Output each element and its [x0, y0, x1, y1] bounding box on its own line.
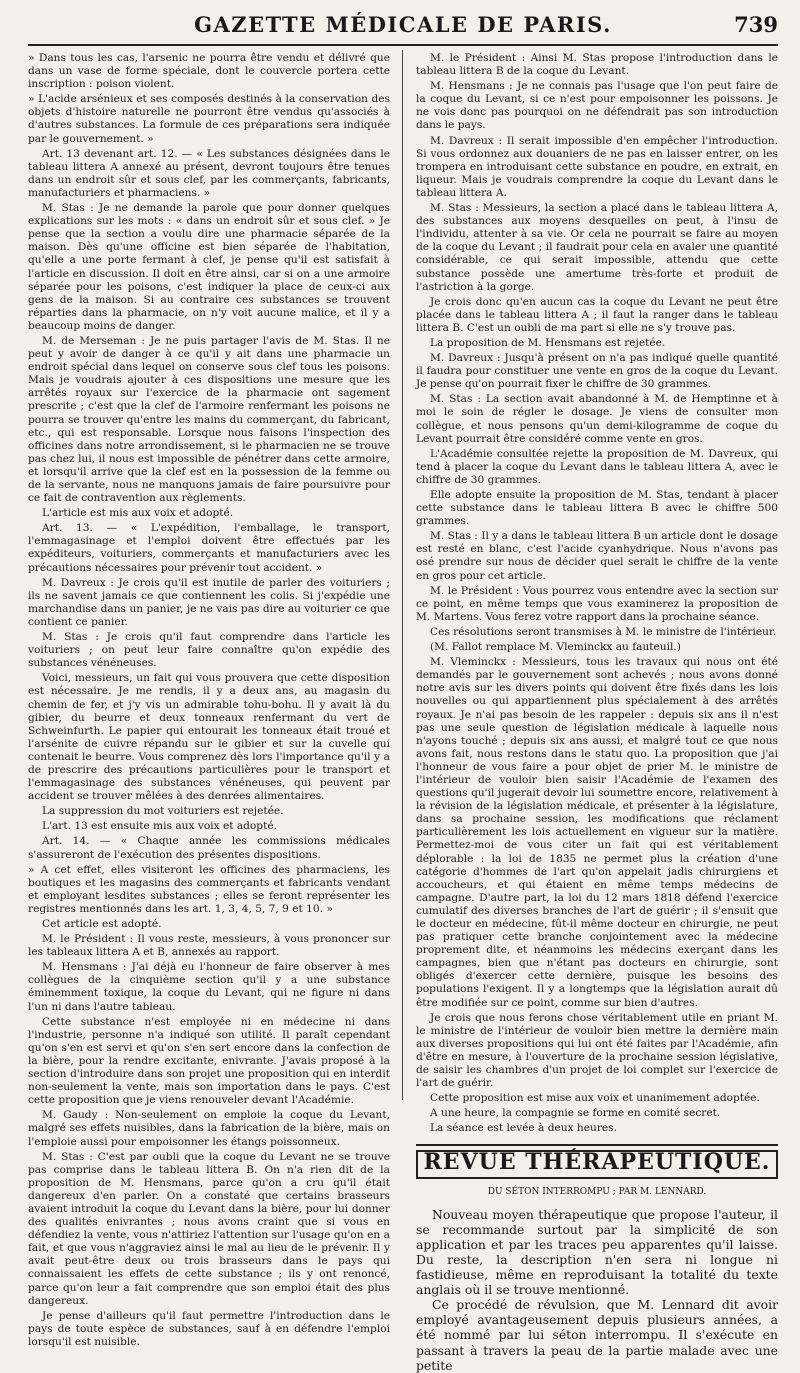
left-column: [28, 52, 390, 1351]
paragraph: M. Hensmans : J'ai déjà eu l'honneur de faire observer à mes collègues de la cinquième section qu'il y a une substance éminemment toxique, la coque du Levant, qui ne figure ni dans l'un ni dans l'autre tableau.: [28, 961, 390, 1013]
paragraph: M. le Président : Il vous reste, messieurs, à vous prononcer sur les tableaux littera A et B, annexés au rapport.: [28, 933, 390, 959]
paragraph: L'article est mis aux voix et adopté.: [42, 507, 234, 520]
article-author: LENNARD.: [654, 1186, 707, 1197]
paragraph: Je pense d'ailleurs qu'il faut permettre l'introduction dans le pays de toute espèce de substances, sauf à en défendre l'emploi lorsqu'il est nuisible.: [28, 1309, 390, 1348]
paragraph: M. le Président : Vous pourrez vous entendre avec la section sur ce point, en même temps que vous examinerez la proposition de M. Martens. Vous ferez votre rapport dans la prochaine séance.: [416, 584, 778, 623]
paragraph: M. Davreux : Je crois qu'il est inutile de parler des voituriers ; ils ne savent jamais ce que contiennent les colis. Si j'expédie une marchandise dans un panier, je ne vais pas dire au voiturier ce que contient ce panier.: [28, 576, 390, 628]
article-body: [416, 1207, 778, 1373]
paragraph: Cette proposition est mise aux voix et unanimement adoptée.: [430, 1092, 760, 1105]
paragraph: La proposition de M. Hensmans est rejetée.: [430, 336, 666, 349]
paragraph: M. Stas : C'est par oubli que la coque du Levant ne se trouve pas comprise dans le tableau littera B. On n'a rien dit de la proposition de M. Hensmans, parce qu'on a cru qu'il était dangereux d'en parler. On a constaté que certains brasseurs avaient introduit la coque du Levant dans la bière, pour lui donner des qualités enivrantes ; nous avons craint que si vous en défendiez la vente, vous n'attiriez l'attention sur l'usage qu'on en a fait, et que vous n'aggraviez ainsi le mal au lieu de le prévenir. Il y avait peut-être deux ou trois brasseurs dans le pays qui connaissaient les effets de cette substance ; ils y ont renoncé, parce qu'on leur a fait comprendre que son emploi était des plus dangereux.: [28, 1150, 390, 1307]
paragraph: Cette substance n'est employée ni en médecine ni dans l'industrie, personne n'a indiqué son utilité. Il paraît cependant qu'on s'en est servi et qu'on s'en sert encore dans la confection de la bière, pour la rendre excitante, enivrante. J'avais proposé à la section d'introduire dans son projet une proposition qui en interdit non-seulement la vente, mais son importation dans le pays. C'est cette proposition que je viens renouveler devant l'Académie.: [28, 1015, 390, 1107]
paragraph: M. Davreux : Jusqu'à présent on n'a pas indiqué quelle quantité il faudra pour constituer une vente en gros de la coque du Levant. Je pense qu'on pourrait fixer le chiffre de 30 grammes.: [416, 352, 778, 391]
paragraph: (M. Fallot remplace M. Vleminckx au fauteuil.): [430, 641, 681, 654]
article-subheading: [416, 1185, 778, 1199]
paragraph: M. Stas : Il y a dans le tableau littera B un article dont le dosage est resté en blanc, c'est l'acide cyanhydrique. Nous n'avons pas osé prendre sur nous de décider quel serait le chiffre de la vente en gros pour cet article.: [416, 530, 778, 582]
right-column: [416, 52, 778, 1373]
paragraph: La séance est levée à deux heures.: [430, 1122, 617, 1135]
paragraph: » L'acide arsénieux et ses composés destinés à la conservation des objets d'histoire naturelle ne pourront être vendus qu'associés à d'autres substances. La formule de ces préparations sera indiquée par le gouvernement. »: [28, 93, 390, 145]
paragraph: Elle adopte ensuite la proposition de M. Stas, tendant à placer cette substance dans le tableau littera B avec le chiffre 500 grammes.: [416, 489, 778, 528]
paragraph: Je crois que nous ferons chose véritablement utile en priant M. le ministre de l'intérieur de vouloir bien mettre la dernière main aux diverses propositions qui lui ont été faites par l'Académie, afin d'être en mesure, à l'ouverture de la prochaine session législative, de saisir les chambres d'un projet de loi complet sur l'exercice de l'art de guérir.: [416, 1011, 778, 1090]
paragraph: M. Davreux : Il serait impossible d'en empêcher l'introduction. Si vous ordonnez aux douaniers de ne pas en laisser entrer, on les trompera en introduisant cette substance en poudre, en extrait, en liqueur. Mais je voudrais comprendre la coque du Levant dans le tableau littera A.: [416, 134, 778, 199]
paragraph: M. le Président : Ainsi M. Stas propose l'introduction dans le tableau littera B de la coque du Levant.: [416, 52, 778, 78]
column-divider: [402, 50, 403, 1100]
paragraph: M. Stas : Messieurs, la section a placé dans le tableau littera A, des substances aux moyens desquelles on peut, à l'insu de l'individu, attenter à sa vie. Or cela ne pourrait se faire au moyen de la coque du Levant ; il faudrait pour cela en avaler une quantité considérable, ce qui serait impossible, attendu que cette substance possède une amertume très-forte et produit de l'astriction à la gorge.: [416, 202, 778, 293]
paragraph: » Dans tous les cas, l'arsenic ne pourra être vendu et délivré que dans un vase de forme spéciale, dont le couvercle portera cette inscription : poison violent.: [28, 52, 390, 91]
paragraph: Art. 13. — « L'expédition, l'emballage, le transport, l'emmagasinage et l'emploi doivent être effectués par les expéditeurs, voituriers, commerçants et manufacturiers avec les précautions nécessaires pour prévenir tout accident. »: [28, 522, 390, 574]
paragraph: M. de Merseman : Je ne puis partager l'avis de M. Stas. Il ne peut y avoir de danger à ce qu'il y ait dans une pharmacie un endroit spécial dans lequel on conserve sous clef tous les poisons. Mais je voudrais ajouter à ces dispositions une mesure que les arrêtés royaux sur l'exercice de la pharmacie ont sagement prescrite ; c'est que la clef de l'armoire renfermant les poisons ne pourra se trouver qu'entre les mains du commerçant, du fabricant, etc., qui est responsable. Lorsque nous faisons l'inspection des officines dans notre arrondissement, si le pharmacien ne se trouve pas chez lui, il nous est impossible de pénétrer dans cette armoire, et lorsqu'il arrive que la clef est en la possession de la femme ou de la servante, nous ne manquons jamais de faire poursuivre pour ce fait de contravention aux règlements.: [28, 334, 390, 505]
paragraph: M. Hensmans : Je ne connais pas l'usage que l'on peut faire de la coque du Levant, si ce n'est pour empoisonner les poissons. Je ne vois donc pas pourquoi on ne défendrait pas son introduction dans le pays.: [416, 80, 778, 132]
paragraph: M. Stas : La section avait abandonné à M. de Hemptinne et à moi le soin de régler le dosage. Je viens de consulter mon collègue, et nous pensons qu'un demi-kilogramme de coque du Levant pourrait être considéré comme vente en gros.: [416, 393, 778, 445]
section-rule: [416, 1144, 778, 1146]
paragraph: Cet article est adopté.: [42, 918, 162, 930]
page-header: [28, 10, 778, 46]
paragraph: La suppression du mot voituriers est rejetée.: [42, 805, 284, 818]
paragraph: L'Académie consultée rejette la proposition de M. Davreux, qui tend à placer la coque du Levant dans le tableau littera A, avec le chiffre de 30 grammes.: [416, 447, 778, 486]
paragraph: Ce procédé de révulsion, que M. Lennard dit avoir employé avantageusement depuis plusieurs années, a été nommé par lui séton interrompu. Il s'exécute en passant à travers la peau de la partie malade avec une petite: [416, 1297, 778, 1373]
columns: [28, 46, 778, 1373]
section-title: REVUE THÉRAPEUTIQUE.: [423, 1148, 771, 1175]
paragraph: Nouveau moyen thérapeutique que propose l'auteur, il se recommande surtout par la simplicité de son application et par les traces peu apparentes qu'il laisse. Du reste, la description n'en sera ni longue ni fastidieuse, même en reproduisant la totalité du texte anglais où il se trouve mentionné.: [416, 1206, 778, 1298]
article-subheading-text: DU SÉTON INTERROMPU ; PAR M.: [487, 1186, 655, 1197]
paragraph: L'art. 13 est ensuite mis aux voix et adopté.: [42, 820, 277, 833]
paragraph: M. Vleminckx : Messieurs, tous les travaux qui nous ont été demandés par le gouvernement sont achevés ; nous avons donné notre avis sur les divers points qui doivent être fixés dans les lois nouvelles ou qui appartiennent plus spécialement à des arrêtés royaux. Je n'ai pas besoin de les rappeler : depuis six ans il n'est pas une seule question de législation médicale à laquelle nous n'ayons touché ; depuis six ans aussi, et malgré tout ce que nous avons fait, nous restons dans le statu quo. La proposition que j'ai l'honneur de vous faire a pour objet de prier M. le ministre de l'intérieur de vouloir bien saisir l'Académie de l'examen des questions qu'il jugerait devoir lui soumettre encore, relativement à la révision de la législation médicale, et présenter à la législature, dans sa prochaine session, les modifications que réclament particulièrement les lois actuellement en vigueur sur la matière. Permettez-moi de vous citer un fait qui est véritablement déplorable : la loi de 1835 ne permet plus la création d'une catégorie d'hommes de l'art qu'on appelait jadis chirurgiens et accoucheurs, et qui étaient en même temps médecins de campagne. D'autre part, la loi du 12 mars 1818 défend l'exercice cumulatif des diverses branches de l'art de guérir ; il s'ensuit que le docteur en médecine, fût-il même docteur en chirurgie, ne peut pas pratiquer cette branche conjointement avec la médecine proprement dite, et néanmoins les médecins exerçant dans les campagnes, bien que n'étant pas docteurs en chirurgie, sont obligés d'exercer cette dernière, puisque les besoins des populations l'exigent. Il y a longtemps que la législation aurait dû être modifiée sur ce point, comme sur bien d'autres.: [416, 656, 778, 1009]
paragraph: A une heure, la compagnie se forme en comité secret.: [430, 1107, 721, 1120]
paragraph: M. Gaudy : Non-seulement on emploie la coque du Levant, malgré ses effets nuisibles, dans la fabrication de la bière, mais on l'emploie aussi pour empoisonner les étangs poissonneux.: [28, 1109, 390, 1148]
paragraph: Voici, messieurs, un fait qui vous prouvera que cette disposition est nécessaire. Je me rendis, il y a deux ans, au magasin du chemin de fer, et j'y vis un admirable tohu-bohu. Il y avait là du gibier, du beurre et deux tonneaux renfermant du vert de Schweinfurth. Le papier qui entourait les tonneaux était troué et l'arsénite de cuivre répandu sur le gibier et sur la cuvelle qui contenait le beurre. Vous comprenez dès lors l'importance qu'il y a de prescrire des précautions particulières pour le transport et l'emmagasinage des substances vénéneuses, qui peuvent par accident se trouver mêlées à des denrées alimentaires.: [28, 672, 390, 803]
section-title-box: [416, 1150, 778, 1179]
paragraph: M. Stas : Je crois qu'il faut comprendre dans l'article les voituriers ; on peut leur faire connaître qu'on expédie des substances vénéneuses.: [28, 631, 390, 670]
page-number: 739: [734, 12, 778, 37]
paragraph: » A cet effet, elles visiteront les officines des pharmaciens, les boutiques et les magasins des commerçants et fabricants vendant et employant lesdites substances ; elles se feront représenter les registres mentionnés dans les art. 1, 3, 4, 5, 7, 9 et 10. »: [28, 863, 390, 915]
paragraph: Art. 14. — « Chaque année les commissions médicales s'assureront de l'exécution des présentes dispositions.: [28, 835, 390, 861]
paragraph: M. Stas : Je ne demande la parole que pour donner quelques explications sur les mots : « dans un endroit sûr et sous clef. » Je pense que la section a voulu dire une pharmacie séparée de la maison. Dès qu'une officine est bien séparée de l'habitation, qu'elle a une porte fermant à clef, je pense qu'il est satisfait à l'article en discussion. Il doit en être ainsi, car si on a une armoire séparée pour les poisons, c'est indiquer la place de ceux-ci aux gens de la maison. Si au contraire ces substances se trouvent réparties dans la pharmacie, on n'y voit aucune malice, et il y a beaucoup moins de danger.: [28, 202, 390, 332]
paragraph: Ces résolutions seront transmises à M. le ministre de l'intérieur.: [430, 625, 777, 638]
paragraph: Je crois donc qu'en aucun cas la coque du Levant ne peut être placée dans le tableau littera A ; il faut la ranger dans le tableau littera B. C'est un oubli de ma part si elle ne s'y trouve pas.: [416, 295, 778, 334]
journal-title: GAZETTE MÉDICALE DE PARIS.: [194, 12, 612, 37]
paragraph: Art. 13 devenant art. 12. — « Les substances désignées dans le tableau littera A annexé au présent, devront toujours être tenues dans un endroit sûr et sous clef, par les commerçants, fabricants, manufacturiers et pharmaciens. »: [28, 147, 390, 199]
